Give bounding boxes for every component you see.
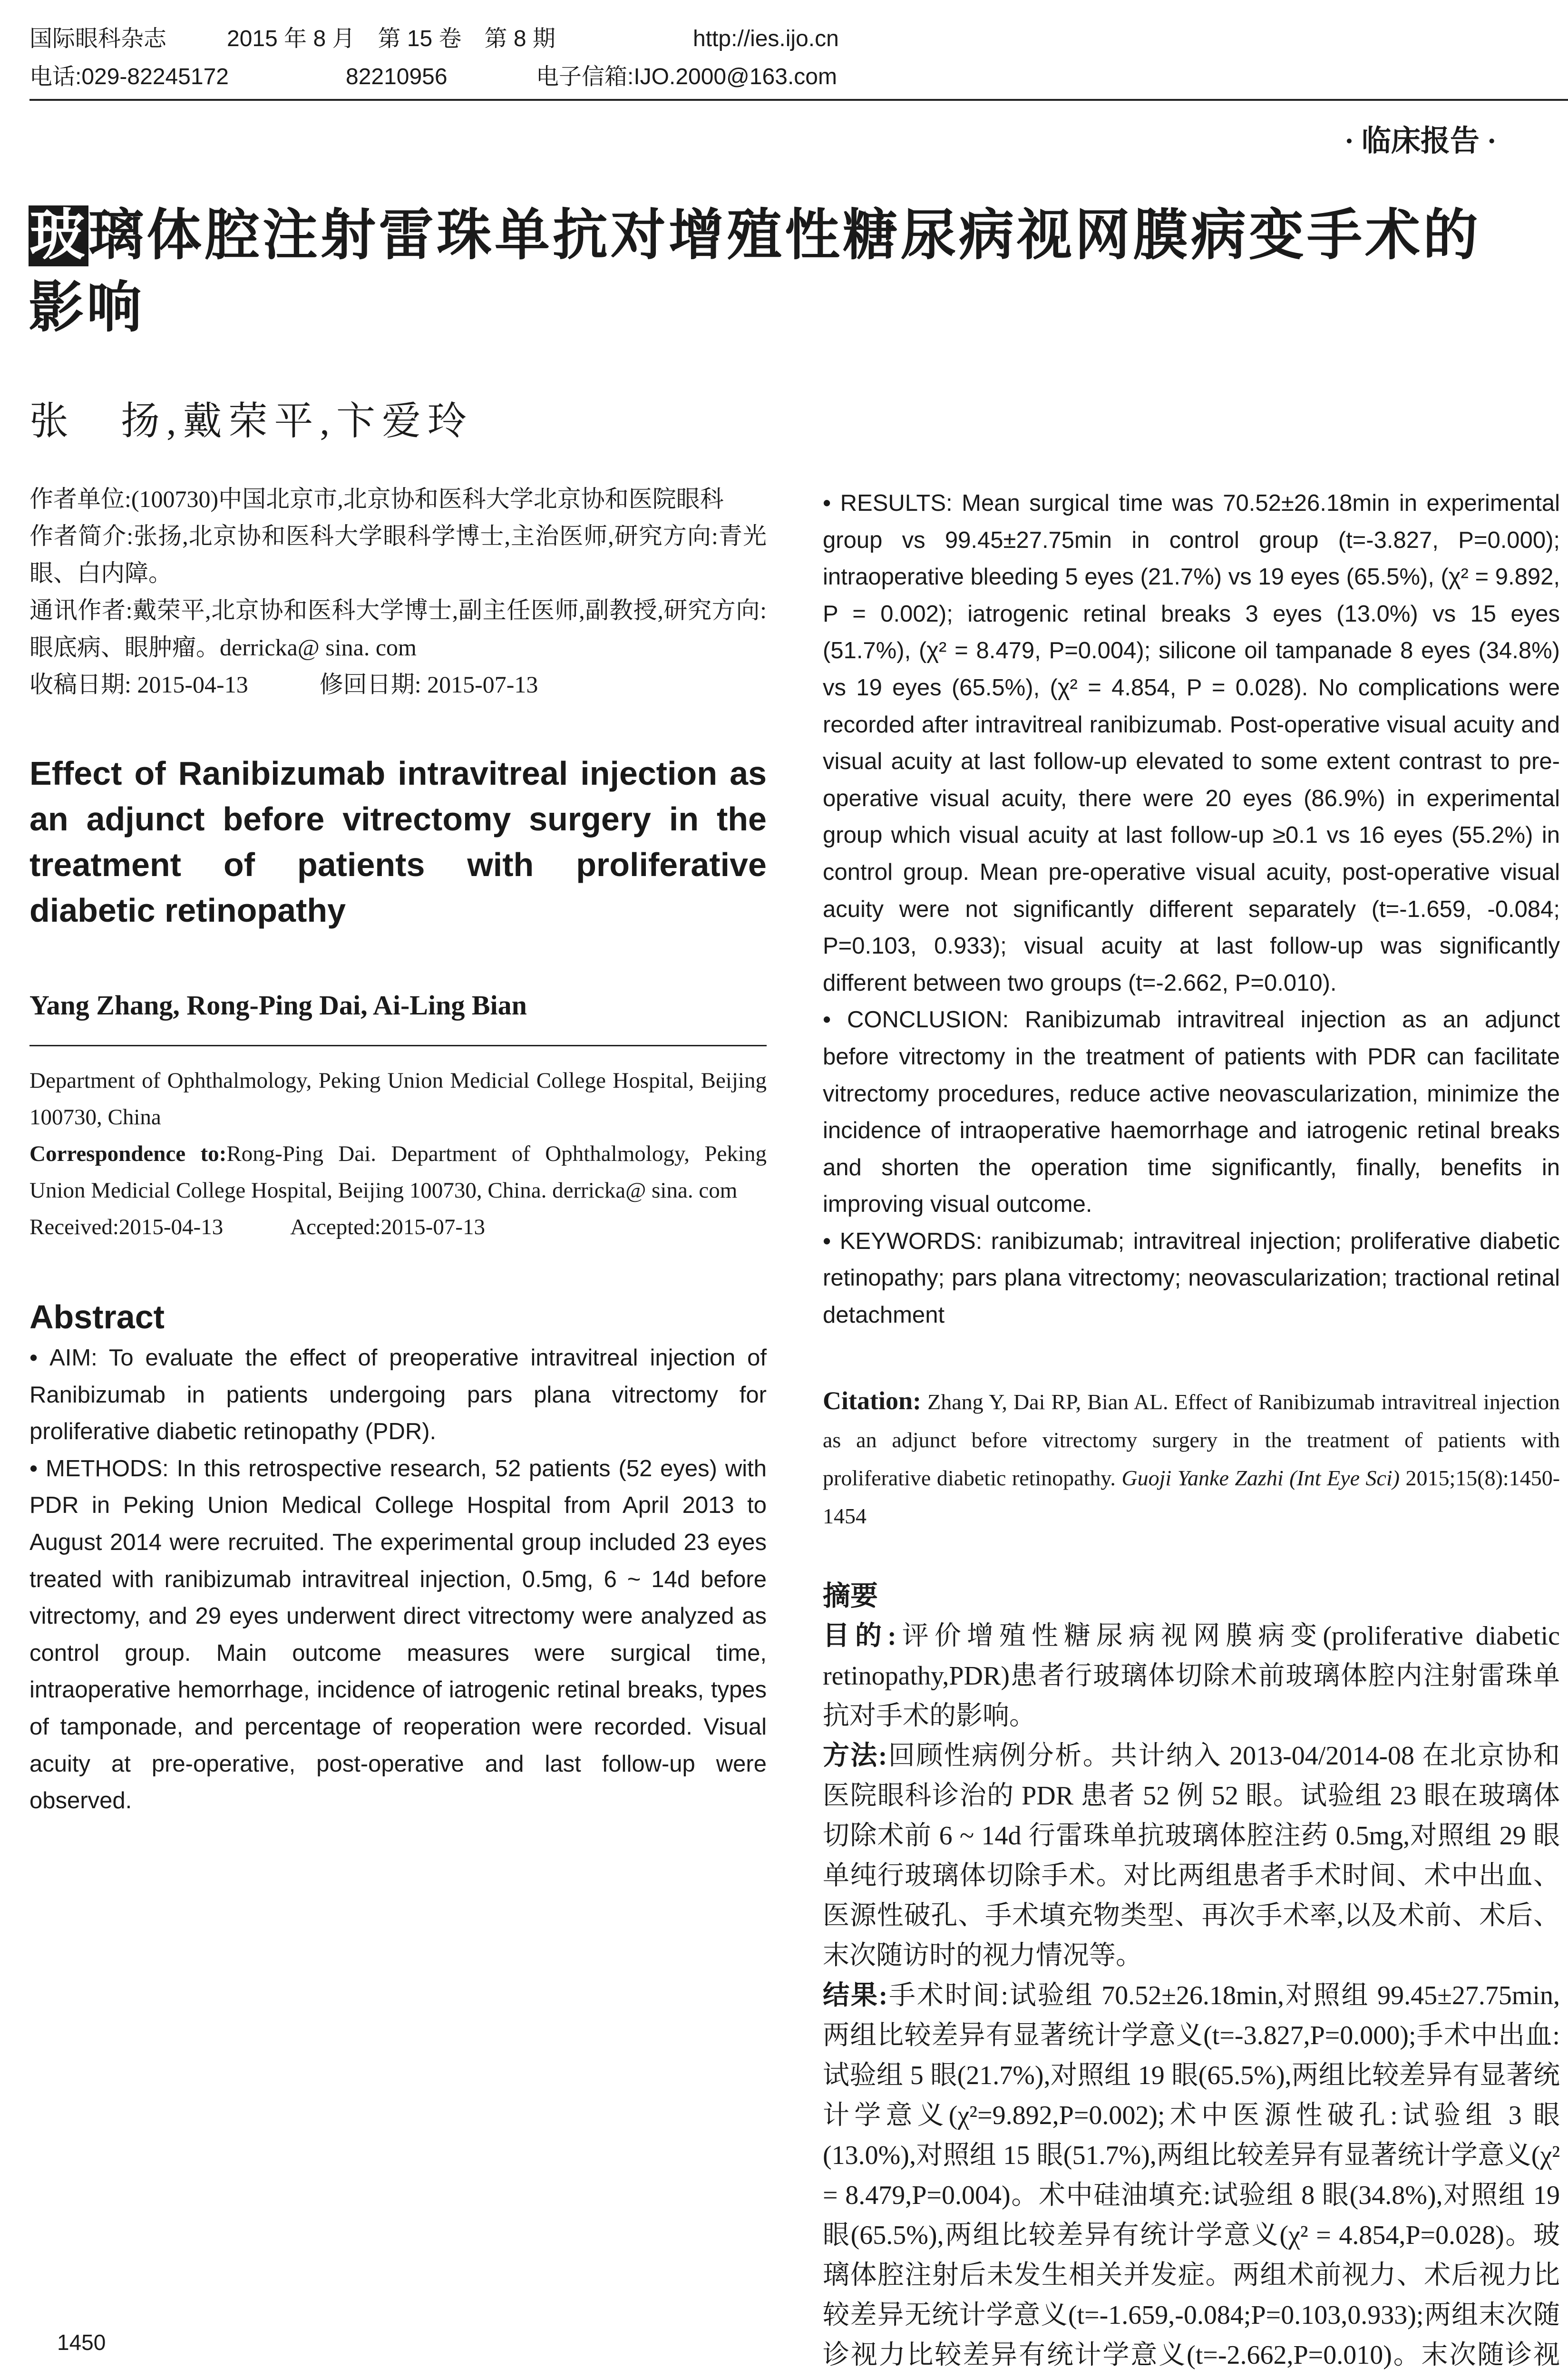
abstract-aim — [29, 1340, 767, 1451]
article-title-en: Effect of Ranibizumab intravitreal injection as an adjunct before vitrectomy surgery in the treatment of patients with proliferative diabetic retinopathy — [29, 755, 767, 929]
citation-text: Zhang Y, Dai RP, Bian AL. Effect of Ranibizumab intravitreal injection as an adjunct before vitrectomy surgery in the treatment of patients with proliferative diabetic retinopathy. — [823, 1389, 1560, 1490]
affiliation-en-department: Department of Ophthalmology, Peking Union Medicial College Hospital, Beijing 100730, China — [29, 1068, 767, 1130]
journal-name: 国际眼科杂志 — [29, 26, 167, 51]
results-text: Mean surgical time was 70.52±26.18min in experimental group vs 99.45±27.75min in control group (t=-3.827, P=0.000); intraoperative bleeding 5 eyes (21.7%) vs 19 eyes (65.5%), (χ² = 9.892, P = 0.002); iatrogenic retinal breaks 3 eyes (13.0%) vs 15 eyes (51.7%), (χ² = 8.479, P=0.004); silicone oil tampanade 8 eyes (34.8%) vs 19 eyes (65.5%), (χ² = 4.854, P = 0.028). No complications were recorded after intravitreal ranibizumab. Post-operative visual acuity and visual acuity at last follow-up elevated to some extent contrast to pre-operative visual acuity, there were 20 eyes (86.9%) in experimental group which visual acuity at last follow-up ≥0.1 vs 16 eyes (55.2%) in control group. Mean pre-operative visual acuity, post-operative visual acuity were not significantly different separately (t=-1.659, -0.084; P=0.103, 0.933); visual acuity at last follow-up was significantly different between two groups (t=-2.662, P=0.010). — [823, 490, 1560, 996]
authors-rule — [29, 1045, 767, 1046]
issue-info: 2015 年 8 月 第 15 卷 第 8 期 — [227, 26, 555, 51]
phone-number-2: 82210956 — [346, 64, 448, 89]
results-label: RESULTS: — [840, 490, 953, 516]
affiliation-cn-unit: 作者单位:(100730)中国北京市,北京协和医科大学北京协和医院眼科 — [29, 486, 724, 512]
correspondence-text: Rong-Ping Dai. Department of Ophthalmology, Peking Union Medicial College Hospital, Beijing 100730, China. derricka@ sina. com — [29, 1141, 767, 1203]
aim-text: To evaluate the effect of preoperative intravitreal injection of Ranibizumab in patients undergoing pars plana vitrectomy for proliferative diabetic retinopathy (PDR). — [29, 1345, 767, 1445]
left-column — [29, 480, 767, 1820]
affiliation-cn-dates: 收稿日期: 2015-04-13 修回日期: 2015-07-13 — [29, 671, 538, 698]
journal-email[interactable]: 电子信箱:IJO.2000@163.com — [536, 64, 837, 89]
keywords-label: KEYWORDS: — [839, 1228, 983, 1254]
cn-methods-label: 方法: — [823, 1741, 887, 1771]
page-number: 1450 — [57, 2330, 106, 2355]
cn-results-text: 手术时间:试验组 70.52±26.18min,对照组 99.45±27.75min,两组比较差异有显著统计学意义(t=-3.827,P=0.000);手术中出血:试验组 5 眼(21.7%),对照组 19 眼(65.5%),两组比较差异有显著统计学意义(χ²=9.892,P=0.002);术中医源性破孔:试验组 3 眼(13.0%),对照组 15 眼(51.7%),两组比较差异有显著统计学意义(χ² = 8.479,P=0.004)。术中硅油填充:试验组 8 眼(34.8%),对照组 19 眼(65.5%),两组比较差异有统计学意义(χ² = 4.854,P=0.028)。玻璃体腔注射后未发生相关并发症。两组术前视力、术后视力比较差异无统计学意义(t=-1.659,-0.084;P=0.103,0.933);两组末次随诊视力比较差异有统计学意义(t=-2.662,P=0.010)。末次随诊视 — [823, 1980, 1560, 2370]
journal-url[interactable]: http://ies.ijo.cn — [693, 26, 839, 51]
abstract-keywords — [823, 1223, 1560, 1334]
section-label: · 临床报告 · — [1344, 125, 1497, 157]
cn-results-label: 结果: — [823, 1980, 888, 2010]
cn-methods-text: 回顾性病例分析。共计纳入 2013-04/2014-08 在北京协和医院眼科诊治的 PDR 患者 52 例 52 眼。试验组 23 眼在玻璃体切除术前 6 ~ 14d 行雷珠单抗玻璃体腔注药 0.5mg,对照组 29 眼单纯行玻璃体切除手术。对比两组患者手术时间、术中出血、医源性破孔、手术填充物类型、再次手术率,以及术前、术后、末次随访时的视力情况等。 — [823, 1741, 1560, 1970]
affiliation-en — [29, 1062, 767, 1246]
authors-en: Yang Zhang, Rong-Ping Dai, Ai-Ling Bian — [29, 990, 527, 1021]
aim-label: AIM: — [49, 1345, 97, 1371]
abstract-methods — [29, 1451, 767, 1820]
abstract-results — [823, 485, 1560, 1002]
right-column — [823, 485, 1560, 2378]
cn-aim-text: 评价增殖性糖尿病视网膜病变(proliferative diabetic retinopathy,PDR)患者行玻璃体切除术前玻璃体腔内注射雷珠单抗对手术的影响。 — [823, 1621, 1560, 1731]
keywords-text: ranibizumab; intravitreal injection; proliferative diabetic retinopathy; pars plana vitrectomy; neovascularization; tractional retinal detachment — [823, 1228, 1560, 1328]
abstract-heading: Abstract — [29, 1298, 165, 1335]
affiliation-en-correspondence — [29, 1136, 767, 1209]
abstract-en-left — [29, 1340, 767, 1820]
title-rest: 璃体腔注射雷珠单抗对增殖性糖尿病视网膜病变手术的影响 — [29, 205, 1481, 339]
authors-cn: 张 扬,戴荣平,卞爱玲 — [29, 400, 474, 443]
article-title-cn — [29, 200, 1531, 344]
journal-header — [29, 19, 1568, 95]
methods-label: METHODS: — [46, 1455, 169, 1481]
citation-ref: 2015;15(8):1450-1454 — [823, 1465, 1560, 1528]
citation-journal: Guoji Yanke Zazhi (Int Eye Sci) — [1121, 1465, 1400, 1490]
citation — [823, 1382, 1560, 1535]
cn-aim-label: 目的: — [823, 1621, 896, 1651]
abstract-en-right — [823, 485, 1560, 1334]
abstract-cn — [823, 1616, 1560, 2378]
abstract-cn-methods — [823, 1736, 1560, 1976]
abstract-cn-results — [823, 1976, 1560, 2378]
phone-number: 电话:029-82245172 — [29, 64, 229, 89]
header-rule — [29, 99, 1568, 101]
title-first-char: 玻 — [29, 205, 88, 266]
abstract-cn-aim — [823, 1616, 1560, 1736]
abstract-cn-heading: 摘要 — [823, 1580, 878, 1611]
affiliation-cn-correspondence: 通讯作者:戴荣平,北京协和医科大学博士,副主任医师,副教授,研究方向:眼底病、眼肿瘤。derricka@ sina. com — [29, 597, 767, 661]
methods-text: In this retrospective research, 52 patients (52 eyes) with PDR in Peking Union Medical College Hospital from April 2013 to August 2014 were recruited. The experimental group included 23 eyes treated with ranibizumab intravitreal injection, 0.5mg, 6 ~ 14d before vitrectomy, and 29 eyes underwent direct vitrectomy were analyzed as control group. Main outcome measures were surgical time, intraoperative hemorrhage, incidence of iatrogenic retinal breaks, types of tamponade, and percentage of reoperation were recorded. Visual acuity at pre-operative, post-operative and last follow-up were observed. — [29, 1455, 767, 1814]
affiliation-en-dates: Received:2015-04-13 Accepted:2015-07-13 — [29, 1215, 486, 1239]
abstract-conclusion — [823, 1002, 1560, 1223]
affiliation-cn-bio: 作者简介:张扬,北京协和医科大学眼科学博士,主治医师,研究方向:青光眼、白内障。 — [29, 523, 767, 586]
conclusion-label: CONCLUSION: — [847, 1007, 1009, 1033]
correspondence-label: Correspondence to: — [29, 1141, 227, 1166]
affiliation-cn — [29, 480, 767, 703]
citation-label: Citation: — [823, 1386, 921, 1415]
conclusion-text: Ranibizumab intravitreal injection as an adjunct before vitrectomy in the treatment of patients with PDR can facilitate vitrectomy procedures, reduce active neovascularization, minimize the incidence of intraoperative haemorrhage and iatrogenic retinal breaks and shorten the operation time significantly, finally, benefits in improving visual outcome. — [823, 1007, 1560, 1218]
